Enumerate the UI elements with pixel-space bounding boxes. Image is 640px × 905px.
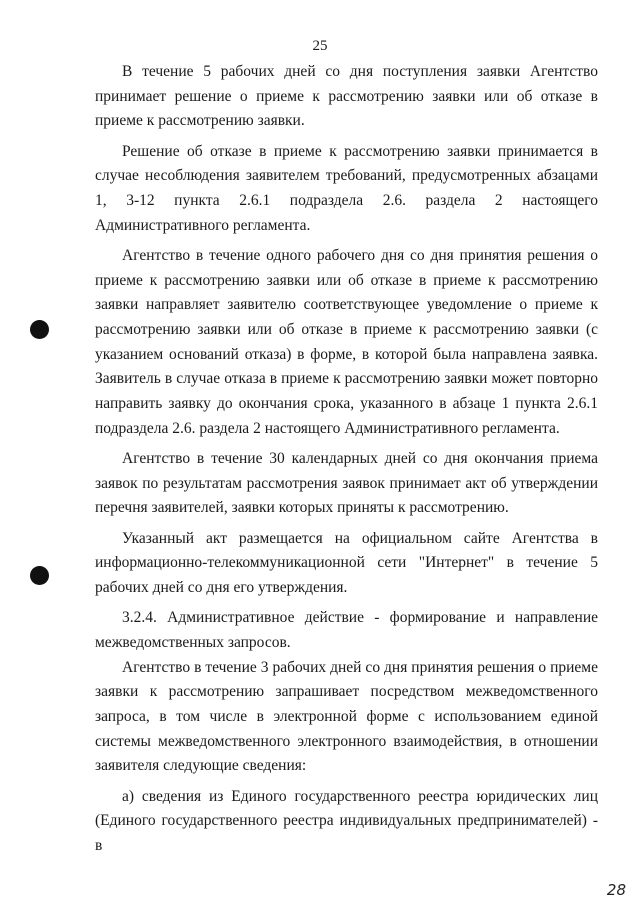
- section-heading: 3.2.4. Административное действие - формирование и направление межведомственных запросов.: [95, 609, 598, 651]
- paragraph: Указанный акт размещается на официальном сайте Агентства в информационно-телекоммуникационной сети "Интернет" в течение 5 рабочих дней со дня его утверждения.: [95, 529, 598, 597]
- punch-hole: [30, 320, 49, 339]
- paragraph: Решение об отказе в приеме к рассмотрению заявки принимается в случае несоблюдения заявителем требований, предусмотренных абзацами 1, 3-12 пункта 2.6.1 подраздела 2.6. раздела 2 настоящего Административного регламента.: [95, 142, 598, 234]
- paragraph: Агентство в течение одного рабочего дня со дня принятия решения о приеме к рассмотрению заявки или об отказе в приеме к рассмотрению заявки направляет заявителю соответствующее уведомление о приеме к рассмотрению заявки или об отказе в приеме к рассмотрению заявки (с указанием оснований отказа) в форме, в которой была направлена заявка. Заявитель в случае отказа в приеме к рассмотрению заявки может повторно направить заявку до окончания срока, указанного в абзаце 1 пункта 2.6.1 подраздела 2.6. раздела 2 настоящего Административного регламента.: [95, 246, 598, 437]
- paragraph: В течение 5 рабочих дней со дня поступления заявки Агентство принимает решение о приеме к рассмотрению заявки или об отказе в приеме к рассмотрению заявки.: [95, 63, 598, 130]
- paragraph: Агентство в течение 30 календарных дней со дня окончания приема заявок по результатам рассмотрения заявок принимает акт об утверждении перечня заявителей, заявки которых приняты к рассмотрению.: [95, 450, 598, 517]
- handwritten-page-number: 28: [606, 881, 626, 899]
- document-body: [95, 60, 598, 859]
- paragraph: Агентство в течение 3 рабочих дней со дня принятия решения о приеме заявки к рассмотрению запрашивает посредством межведомственного запроса, в том числе в электронной форме с использованием единой системы межведомственного электронного взаимодействия, в отношении заявителя следующие сведения:: [95, 658, 598, 775]
- page-number: 25: [312, 38, 328, 54]
- punch-hole: [30, 566, 49, 585]
- list-item: а) сведения из Единого государственного реестра юридических лиц (Единого государственного реестра индивидуальных предпринимателей) - в: [95, 787, 598, 855]
